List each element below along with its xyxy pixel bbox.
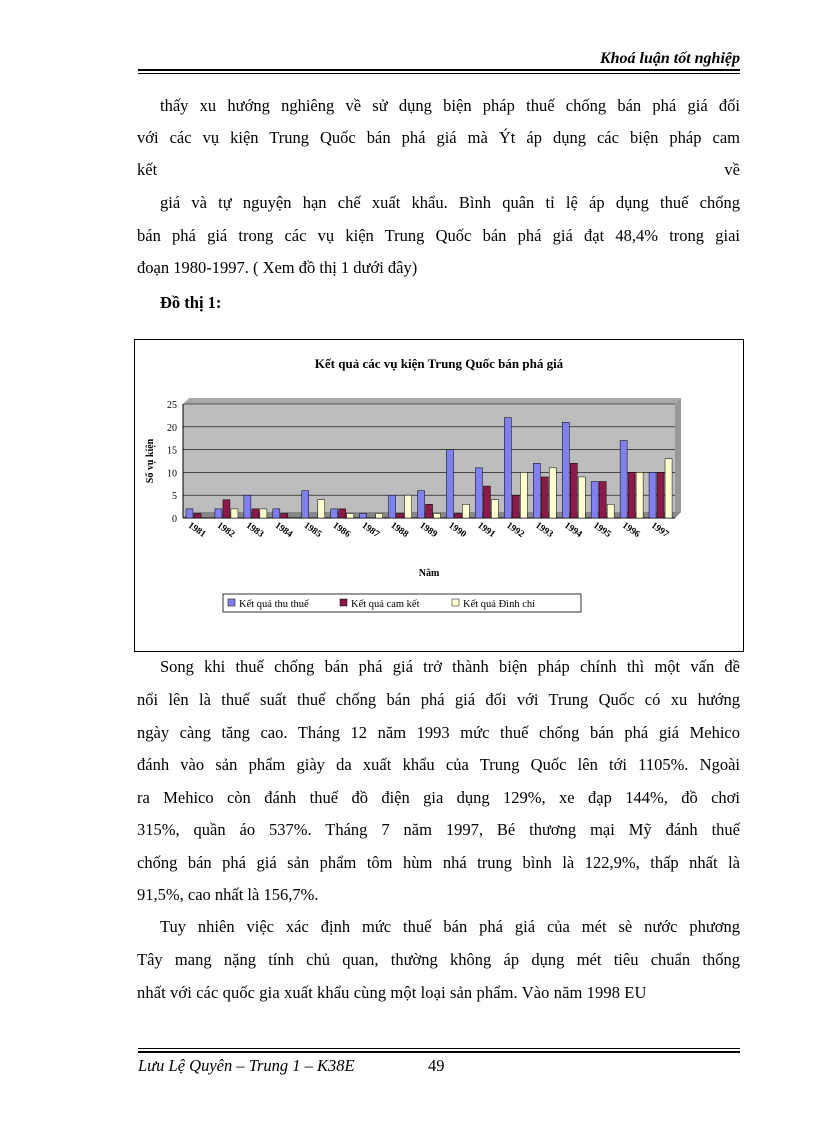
x-tick-label: 1985 — [301, 520, 324, 540]
bar — [194, 513, 201, 518]
paragraph-line: Tây mang nặng tính chủ quan, thường không áp dụng mét tiêu chuẩn thống — [137, 950, 740, 969]
paragraph-line: 315%, quần áo 537%. Tháng 7 năm 1997, Bé thương mại Mỹ đánh thuế — [137, 820, 740, 839]
x-tick-label: 1982 — [214, 520, 237, 540]
bar — [483, 486, 490, 518]
x-tick-label: 1989 — [417, 520, 439, 540]
paragraph-line-left: kết — [137, 160, 158, 179]
bar — [665, 459, 672, 518]
y-tick-label: 0 — [172, 514, 177, 525]
x-tick-label: 1981 — [185, 520, 208, 540]
bar — [504, 418, 511, 518]
paragraph-line: 91,5%, cao nhất là 156,7%. — [137, 885, 319, 904]
bar — [620, 440, 627, 518]
x-tick-label: 1997 — [649, 520, 671, 540]
bar — [244, 495, 251, 518]
legend-label: Kết quả cam kết — [351, 599, 420, 610]
page-number: 49 — [428, 1056, 445, 1075]
footer-rule-thick — [138, 1051, 740, 1053]
plot-side-wall — [675, 398, 681, 518]
x-axis-label: Năm — [418, 568, 440, 579]
paragraph-line: ngày càng tăng cao. Tháng 12 năm 1993 mức thuế chống bán phá giá Mehico — [137, 723, 740, 742]
bar — [389, 495, 396, 518]
bar — [405, 495, 412, 518]
x-tick-label: 1990 — [446, 520, 468, 540]
legend-label: Kết quả thu thuế — [239, 599, 309, 610]
legend-swatch — [340, 599, 347, 606]
bar — [475, 468, 482, 518]
bar — [273, 509, 280, 518]
bar — [360, 513, 367, 518]
legend-swatch — [228, 599, 235, 606]
bar — [628, 472, 635, 518]
footer-author: Lưu Lệ Quyên – Trung 1 – K38E — [138, 1056, 355, 1075]
x-tick-label: 1986 — [330, 520, 352, 540]
bar — [331, 509, 338, 518]
paragraph-line: Tuy nhiên việc xác định mức thuế bán phá giá của mét sè nước phương — [160, 917, 740, 936]
paragraph-line: ra Mehico còn đánh thuế đồ điện gia dụng 129%, xe đạp 144%, đồ chơi — [137, 788, 740, 807]
chart-container — [134, 339, 744, 652]
bar — [578, 477, 585, 518]
paragraph-line: thấy xu hướng nghiêng về sử dụng biện pháp thuế chống bán phá giá đối — [160, 96, 740, 115]
bar — [549, 468, 556, 518]
paragraph-line: đoạn 1980-1997. ( Xem đồ thị 1 dưới đây) — [137, 258, 418, 277]
bar — [570, 463, 577, 518]
plot-top-wall — [183, 398, 681, 404]
bar — [418, 491, 425, 518]
bar — [649, 472, 656, 518]
x-tick-label: 1983 — [243, 520, 266, 540]
paragraph-line: chống bán phá giá sản phẩm tôm hùm nhá trung bình là 122,9%, thấp nhất là — [137, 853, 740, 872]
x-tick-label: 1994 — [562, 520, 584, 540]
bar — [599, 482, 606, 518]
bar — [186, 509, 193, 518]
x-tick-label: 1996 — [620, 520, 642, 540]
legend-swatch — [452, 599, 459, 606]
bar — [252, 509, 259, 518]
y-axis-label: Số vụ kiện — [145, 438, 156, 484]
bar — [607, 504, 614, 518]
bar — [446, 450, 453, 518]
paragraph-line: đánh vào sản phẩm giày da xuất khẩu của Trung Quốc lên tới 1105%. Ngoài — [137, 755, 740, 774]
header-rule-thin — [138, 73, 740, 74]
x-tick-label: 1995 — [591, 520, 613, 540]
y-tick-label: 5 — [172, 491, 177, 503]
legend-label: Kết quả Đình chỉ — [463, 599, 536, 610]
bar — [426, 504, 433, 518]
bar — [491, 500, 498, 518]
chart-title: Kết quả các vụ kiện Trung Quốc bán phá giá — [314, 356, 564, 371]
bar — [281, 513, 288, 518]
paragraph-line-right: về — [724, 160, 740, 179]
header-rule-thick — [138, 69, 740, 71]
bar — [454, 513, 461, 518]
bar — [520, 472, 527, 518]
bar — [339, 509, 346, 518]
paragraph-line: với các vụ kiện Trung Quốc bán phá giá mà Ýt áp dụng các biện pháp cam — [137, 128, 740, 147]
bar — [397, 513, 404, 518]
paragraph-line: giá và tự nguyện hạn chế xuất khẩu. Bình quân tỉ lệ áp dụng thuế chống — [160, 193, 740, 212]
paragraph-line: nhất với các quốc gia xuất khẩu cùng một loại sản phẩm. Vào năm 1998 EU — [137, 983, 647, 1002]
bar — [347, 513, 354, 518]
y-tick-label: 20 — [167, 422, 177, 434]
bar — [591, 482, 598, 518]
bar — [231, 509, 238, 518]
bar — [223, 500, 230, 518]
figure-label: Đồ thị 1: — [160, 293, 222, 312]
y-tick-label: 10 — [167, 468, 177, 480]
bar — [533, 463, 540, 518]
paragraph-line: bán phá giá trong các vụ kiện Trung Quốc bán phá giá đạt 48,4% trong giai — [137, 226, 740, 245]
footer-rule-thin — [138, 1048, 740, 1049]
bar — [215, 509, 222, 518]
bar — [376, 513, 383, 518]
y-tick-label: 15 — [167, 445, 177, 457]
x-tick-label: 1987 — [359, 520, 381, 540]
chart-svg — [135, 340, 743, 651]
y-tick-label: 25 — [167, 400, 177, 411]
bar — [512, 495, 519, 518]
bar — [562, 422, 569, 518]
bar — [318, 500, 325, 518]
x-tick-label: 1991 — [475, 520, 497, 540]
x-tick-label: 1984 — [272, 520, 295, 540]
bar — [636, 472, 643, 518]
bar — [434, 513, 441, 518]
bar — [260, 509, 267, 518]
paragraph-line: nổi lên là thuế suất thuế chống bán phá giá đối với Trung Quốc có xu hướng — [137, 690, 740, 709]
bar — [541, 477, 548, 518]
bar — [657, 472, 664, 518]
x-tick-label: 1988 — [388, 520, 410, 540]
header-title: Khoá luận tốt nghiệp — [599, 50, 740, 67]
paragraph-line: Song khi thuế chống bán phá giá trở thành biện pháp chính thì một vấn đề — [160, 657, 740, 676]
bar — [462, 504, 469, 518]
bar — [302, 491, 309, 518]
x-tick-label: 1992 — [504, 520, 526, 540]
x-tick-label: 1993 — [533, 520, 555, 540]
